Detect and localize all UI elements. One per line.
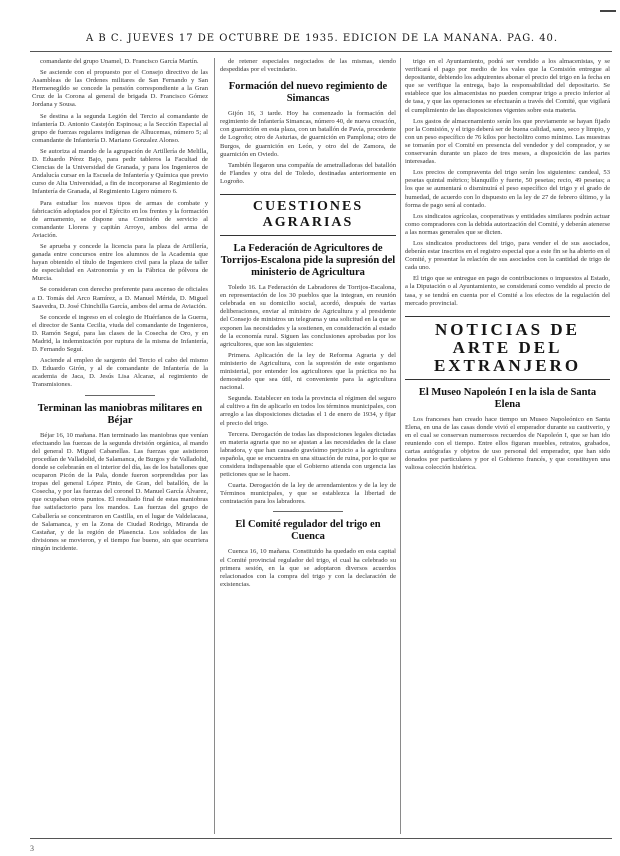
article-paragraph: Se aprueba y concede la licencia para la plaza de Artillería, ganada entre concursos entre los alumnos de la Academia que hayan obtenido el título de Ingeniero civil para la plaza de taller de especialidad en Astronomía y en la Fábrica de pólvora de Murcia. bbox=[32, 242, 208, 283]
article-headline: Formación del nuevo regimiento de Simancas bbox=[228, 81, 388, 105]
article-paragraph: Los gastos de almacenamiento serán los que previamente se hayan fijado por la Comisión, y el trigo deberá ser de buena calidad, sano, seco y limpio, y con un peso específico de 76 kilos por hectolitro como mínimo. Las muestras se tomarán por el Comité en presencia del vendedor y del comprador, y se conservarán durante un plazo de tres meses, a disposición de las partes interesadas. bbox=[405, 117, 610, 166]
article-paragraph: comandante del grupo Unamel, D. Francisco García Martín. bbox=[40, 58, 199, 65]
article-paragraph: Asciende al empleo de sargento del Tercio el cabo del mismo D. Eduardo Girón, y al de comandante de Infantería de la academia de Jaca, D. Jesús Lisa Alcaraz, al regimiento de Transmisiones. bbox=[32, 357, 208, 389]
article-paragraph: Se destina a la segunda Legión del Tercio al comandante de infantería D. Antonio Castejón Espinosa; a la Sección Especial al grupo de fuerzas regulares indígenas de Alhucemas, número 5; al comandante de Infantería D. Mariano Gonzalez Alonso. bbox=[32, 112, 208, 144]
article-paragraph: Se consideran con derecho preferente para ascenso de oficiales a D. Tomás del Arco Ramírez, a D. Manuel Mérida, D. Miguel Saavedra, D. José Chinchilla García, ambos del arma de Aviación. bbox=[32, 286, 208, 310]
article-paragraph: Los franceses han creado hace tiempo un Museo Napoleónico en Santa Elena, en una de las casas donde vivió el emperador durante su cautiverio, y en el cual se conservan numerosos recuerdos de Napoleón I, que se han ido reuniendo con el tiempo. Entre ellos figuran muebles, retratos, grabados, cartas autógrafas y objetos de uso personal del emperador, que han sido donados por particulares y por el Gobierno francés, y que constituyen una valiosa colección histórica. bbox=[405, 415, 610, 472]
top-edge-mark bbox=[600, 10, 616, 12]
article-paragraph: Cuarta. Derogación de la ley de arrendamientos y de la ley de Términos municipales, y que se establezca la libertad de contratación para los labradores. bbox=[220, 482, 396, 506]
article-paragraph: Se concede el ingreso en el colegio de Huérfanos de la Guerra, el director de Santa Cecilia, viuda del comandante de Ingenieros, D. Ramón Seguí, para las clases de la Cosecha de Oro, y en Madrid, la indemnización por ruptura de la misma de Infantería, D. Fernando Seguí. bbox=[32, 313, 208, 354]
article-paragraph: Segunda. Establecer en toda la provincia el régimen del seguro al cultivo a fin de aplicarlo en todos los términos municipales, con arreglo a las disposiciones dictadas el 1 de enero de 1934, y fijar el precio del trigo. bbox=[220, 395, 396, 427]
article-paragraph: Gijón 16, 3 tarde. Hoy ha comenzado la formación del regimiento de Infantería Simancas, número 40, de nueva creación, con guarnición en esta plaza, con un batallón de Pavía, procedente de Logroño; otro de Asturias, de guarnición en Pamplona; otro de Burgos, de guarnición en León, y otro del de Zamora, de guarnición en Oviedo. bbox=[220, 110, 396, 158]
article-paragraph: Los sindicatos agrícolas, cooperativas y entidades similares podrán actuar como compradores con la debida autorización del Comité, y deberán atenerse a las normas generales que se dicten. bbox=[405, 212, 610, 236]
column-1 bbox=[32, 58, 208, 834]
section-banner: NOTICIAS DE ARTE DEL EXTRANJERO bbox=[405, 316, 610, 380]
article-paragraph: Se autoriza al mando de la agrupación de Artillería de Melilla, D. Eduardo Pérez Bajo, para pedir tableros la Facultad de Ciencias de la Universidad de Granada, y para los Ingenieros de Andalucía cursar en la Escuela de Infantería y Química que previo curso de Alta Universidad, a fin de incorporarse al Regimiento de Infantería de Granada, al Regimiento Ligero número 6. bbox=[32, 147, 208, 196]
article-headline: El Museo Napoleón I en la isla de Santa Elena bbox=[418, 386, 597, 410]
column-divider-2 bbox=[400, 58, 401, 834]
column-3 bbox=[405, 58, 610, 834]
article-paragraph: El trigo que se entregue en pago de contribuciones o impuestos al Estado, a la Diputación o al Ayuntamiento, se considerará como vendido al precio de tasa, y se tendrá en cuenta por el Comité a los efectos de la regulación del mercado provincial. bbox=[405, 275, 610, 307]
article-paragraph: Los sindicatos productores del trigo, para vender el de sus asociados, deberán estar inscritos en el registro especial que a este fin se ha abierto en el Comité, y presentar la relación de sus asociados con la cantidad de trigo de cada uno. bbox=[405, 239, 610, 272]
column-2 bbox=[220, 58, 396, 834]
article-paragraph: Béjar 16, 10 mañana. Han terminado las maniobras que venían efectuando las fuerzas de la segunda división orgánica, al mando del general D. Miguel Cabanellas. Las fuerzas que asistieron procedían de Valladolid, de Salamanca, de Burgos y de Valladolid, donde se celebrarán en el interior del día, las de los batallones que ocuparon Picón de la Pala, donde fueron sorprendidas por las tropas del general López Pinto, de Gran, del batallón, de la Cosecha, y por las fuerzas del coronel D. Manuel García Álvarez, que ocupaban otros puntos. El resultado final de estas maniobras fue satisfactorio para los mandos. Las fuerzas del grupo de Caballería se concentraron en Castilla, en el lugar de Valdelacasa, de Salamanca, y en la Zona de Ciudad Rodrigo, Miranda de Castañar, y de la región de Plasencia. Los soldados de las divisiones se movieron, y el tiempo fue bueno, sin que ocurriera ningún incidente. bbox=[32, 431, 208, 552]
article-paragraph: trigo en el Ayuntamiento, podrá ser vendido a los almacenistas, y se verificará el pago por medio de los vales que la Comisión entregue al depositante, debiendo los adquirentes abonar el precio del trigo en la fecha en que se verifique la entrega, bajo la responsabilidad del depositario. Se establece que los almacenistas no pueden comprar trigo a precio inferior al de tasa, y que las operaciones se efectuarán a través del Comité, que vigilará el cumplimiento de las disposiciones vigentes sobre esta materia. bbox=[405, 58, 610, 114]
article-paragraph: Toledo 16. La Federación de Labradores de Torrijos-Escalona, en representación de los 30 pueblos que la integran, en reunión celebrada en su domicilio social, acordó, después de varias deliberaciones, enviar al ministro de Agricultura y al presidente del Consejo de ministros un telegrama y una solicitud en la que se exponen las necesidades y la sostienen, en consideración al estado de la economía rural. Siguen las conclusiones aprobadas por los agricultores, que son las siguientes: bbox=[220, 284, 396, 348]
article-paragraph: Tercera. Derogación de todas las disposiciones legales dictadas en materia agraria que no se ajustan a las necesidades de la clase labradora, y que han causado gravísimo perjuicio a la agricultura española, que se encuentra en una situación de ruina, por lo que se considera indispensable que el Gobierno atienda con urgencia las peticiones que se le hacen. bbox=[220, 430, 396, 479]
article-paragraph: Cuenca 16, 10 mañana. Constituido ha quedado en esta capital el Comité provincial regulador del trigo, el cual ha celebrado su primera sesión, en la que se adoptaron diversos acuerdos relacionados con la compra del trigo y con la declaración de existencias. bbox=[220, 548, 396, 588]
section-separator bbox=[85, 395, 155, 396]
footer-rule bbox=[30, 838, 612, 839]
article-paragraph: de retener especiales negociados de las mismas, siendo despedidas por el vecindario. bbox=[220, 58, 396, 74]
article-headline: La Federación de Agricultores de Torrijos-Escalona pide la supresión del ministerio de Agricultura bbox=[220, 243, 396, 279]
article-paragraph: Se asciende con el propuesto por el Consejo directivo de las Asambleas de las Ordenes militares de San Fernando y San Hermenegildo se concede la pensión correspondiente a la Gran Cruz de la Corona al general de brigada D. Francisco Gómez Jordana y Sousa. bbox=[32, 69, 208, 109]
article-paragraph: Primera. Aplicación de la ley de Reforma Agraria y del ministerio de Agricultura, con la supresión de este organismo ministerial, por entender los agricultores que la práctica no ha demostrado que sea útil, ni conveniente para la agricultura nacional. bbox=[220, 351, 396, 392]
article-headline: Terminan las maniobras militares en Béjar bbox=[37, 402, 203, 426]
page-number: 3 bbox=[30, 844, 34, 853]
article-headline: El Comité regulador del trigo en Cuenca bbox=[235, 519, 381, 543]
page-header: A B C. JUEVES 17 DE OCTUBRE DE 1935. EDICION DE LA MAÑANA. PAG. 40. bbox=[86, 33, 559, 44]
section-banner: CUESTIONES AGRARIAS bbox=[220, 194, 396, 236]
article-paragraph: Para estudiar los nuevos tipos de armas de combate y fabricación adoptados por el Ejército en los frentes y la formación de armamento, se dispone una Comisión de servicio al comandante Llorens y capitán Arroyo, ambos del arma de Aviación. bbox=[32, 199, 208, 239]
header-rule bbox=[30, 51, 612, 52]
column-divider-1 bbox=[214, 58, 215, 834]
section-separator bbox=[273, 511, 343, 512]
article-paragraph: Los precios de compraventa del trigo serán los siguientes: candeal, 53 pesetas quintal métrico; blanquillo y fuerte, 50 pesetas; recio, 49 pesetas; a los que se aumentará o disminuirá el peso específico del trigo y el grado de humedad, de acuerdo con lo dispuesto en la ley de 27 de febrero último, y la forma de pago será al contado. bbox=[405, 169, 610, 209]
article-paragraph: También llegaron una compañía de ametralladoras del batallón de Flandes y otra del de Toledo, destinadas anteriormente en Logroño. bbox=[220, 161, 396, 185]
